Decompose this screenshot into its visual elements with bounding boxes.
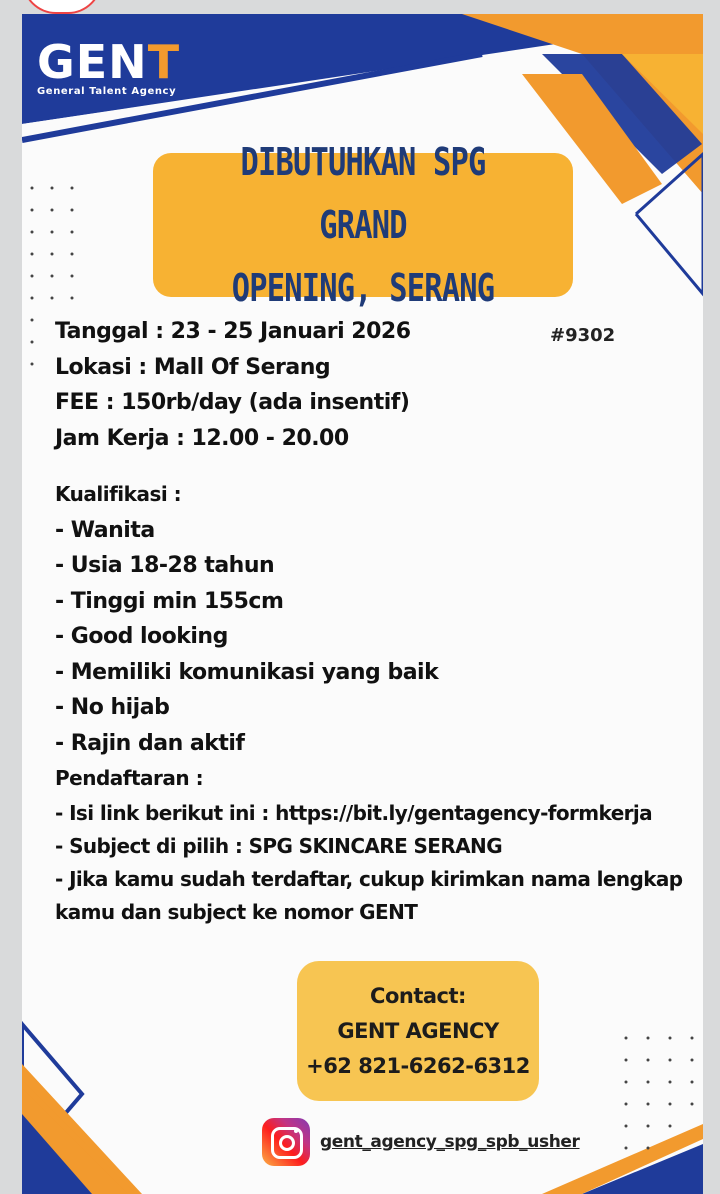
headline [195,131,531,320]
headline-line-1: DIBUTUHKAN SPG GRAND [240,139,486,247]
instagram-link[interactable] [262,1118,580,1166]
detail-fee: FEE : 150rb/day (ada insentif) [55,390,410,415]
detail-hours: Jam Kerja : 12.00 - 20.00 [55,425,349,451]
headline-banner [153,139,573,310]
job-poster [22,14,703,1194]
registration-heading: Pendaftaran : [55,766,204,790]
qualification-item: - Good looking [55,624,228,649]
logo-tagline: General Talent Agency [37,86,177,97]
contact-title: Contact: [370,983,466,1008]
contact-name: GENT AGENCY [337,1018,499,1043]
qualification-item: - No hijab [55,695,170,720]
qualification-item: - Usia 18-28 tahun [55,553,275,578]
job-details [55,314,683,929]
contact-phone[interactable]: +62 821-6262-6312 [306,1053,530,1078]
qualification-item: - Wanita [55,517,155,543]
detail-date: Tanggal : 23 - 25 Januari 2026 [55,319,411,344]
instagram-handle[interactable]: gent_agency_spg_spb_usher [320,1132,580,1152]
dot-grid-right [620,1034,700,1174]
registration-subject: - Subject di pilih : SPG SKINCARE SERANG [55,833,503,858]
status-strip [0,0,720,14]
contact-box [297,961,539,1101]
gent-logo [37,35,181,97]
registration-link[interactable]: - Isi link berikut ini : https://bit.ly/gentagency-formkerja [55,800,653,825]
qualification-item: - Tinggi min 155cm [55,588,284,614]
instagram-icon [262,1118,310,1166]
job-code: #9302 [550,325,616,346]
registration-note-cont: kamu dan subject ke nomor GENT [55,899,418,924]
qualification-item: - Rajin dan aktif [55,730,245,756]
registration-note: - Jika kamu sudah terdaftar, cukup kirimkan nama lengkap [55,866,683,891]
story-avatar[interactable] [22,0,102,14]
qualifications-heading: Kualifikasi : [55,482,182,506]
headline-line-2: OPENING, SERANG [231,265,495,310]
detail-location: Lokasi : Mall Of Serang [55,354,331,380]
logo-wordmark: GENT [37,35,181,89]
qualification-item: - Memiliki komunikasi yang baik [55,659,439,685]
